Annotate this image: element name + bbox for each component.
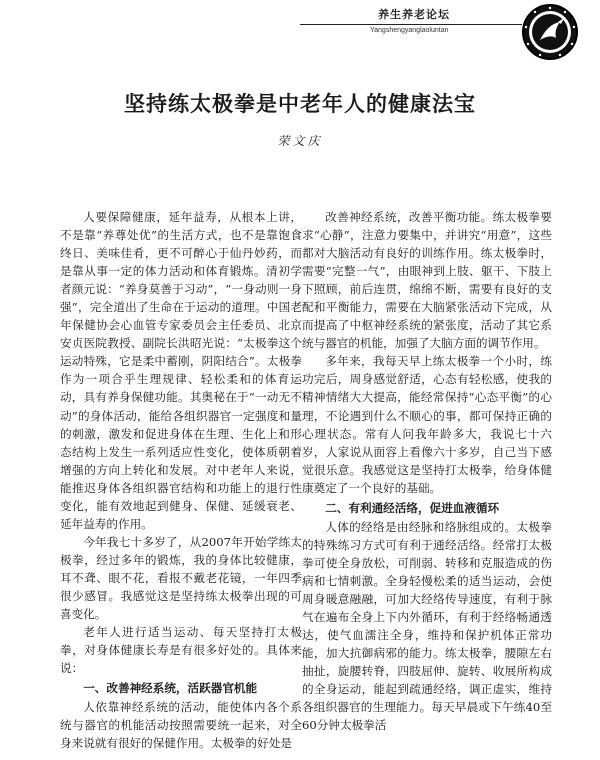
section-heading: 一、改善神经系统，活跃器官机能	[83, 681, 258, 696]
article-title: 坚持练太极拳是中老年人的健康法宝	[124, 91, 476, 116]
paragraph: 人依靠神经系统的活动，能使体内各个系统与器官的机能活动按照需要统一起来，对全身来说就有很好的保健作用。太极拳的好处是	[60, 700, 302, 751]
header-rule	[300, 24, 522, 25]
paragraph: 今年我七十多岁了，从2007年开始学练太极拳，经过多年的锻炼，我的身体比较健康，耳不聋、眼不花，看报不戴老花镜，一年四季很少感冒。我感觉这是坚持练太极拳出现的可喜变化。	[60, 534, 302, 622]
paragraph: 人体的经络是由经脉和络脉组成的。太极拳的特殊练习方式可有利于通经活络。经常打太极拳可使全身放松，可削弱、转移和克服造成的伤病和七情刺激。全身轻慢松柔的适当运动，会使周身暖意融融，可加大经络传导速度，有利于脉气在遍布全身上下内外循环，有利于经络畅通透达，使气血濡注全身，维持和保护机体正常功能，加大抗御病邪的能力。练太极拳，腰隙左右抽扯，旋腰转脊，四肢屈伸、旋转、收展所构成的全身运动，能起到疏通经络，调正虚实，维持各组织器官的生理能力。每天早晨或下午练40至60分钟太极拳活	[302, 519, 552, 733]
paragraph: 人要保障健康，延年益寿，从根本上讲，不是靠“养尊处优”的生活方式，也不是靠饱食终日、美味佳肴，更不可醉心于仙丹妙药，而是靠从事一定的体力活动和体育锻炼。清初学者颜元说：“养身莫善于习动”，“一身动则一身强”，完全道出了生命在于运动的道理。中国老年保健协会心血管专家委员会主任委员、北京安贞医院教授、副院长洪昭光说：“太极拳这个运动特殊，它是柔中蓄刚，阴阳结合”。太极拳作为一项合乎生理规律、轻松柔和的体育运动，具有养身保健功能。其奥秘在于“一动无不动”的身体活动，能给各组织器官一定强度和量的刺激，激发和促进身体在生理、生化上和形态结构上发生一系列适应性变化，使体质朝着增强的方向上转化和发展。对中老年人来说，能推迟身体各组织器官结构和功能上的退行性变化，能有效地起到健身、保健、延缓衰老、延年益寿的作用。	[60, 210, 302, 531]
paragraph: 多年来，我每天早上练太极拳一个小时，练功完后，周身感觉舒适，心态有轻松感，使我的精神情绪大大提高，能经常保持“心态平衡”的心理，不论遇到什么不顺心的事，都可保持正确的心理状态。常有人问我年龄多大，我说七十六岁，人家说从面容上看像六十多岁，自己当下感觉很乐意。我感觉这是坚持打太极拳，给身体健康奠定了一个良好的基础。	[302, 354, 552, 495]
journal-pinyin: Yangshengyanglaoluntan	[370, 27, 449, 34]
right-column	[302, 208, 552, 734]
left-column	[60, 208, 302, 752]
paragraph: 老年人进行适当运动、每天坚持打太极拳，对身体健康长寿是有很多好处的。具体来说：	[60, 625, 302, 676]
section-heading: 二、有利通经活络，促进血液循环	[325, 500, 500, 515]
journal-title: 养生养老论坛	[378, 8, 450, 21]
crane-logo-icon	[520, 2, 580, 62]
journal-header	[0, 0, 600, 60]
article-author: 荣文庆	[277, 134, 323, 148]
paragraph: 改善神经系统，改善平衡功能。练太极拳要求“心静”，注意力要集中，并讲究“用意”，这些都对大脑活动有良好的训练作用。练太极拳时，需要“完整一气”，由眼神到上肢、躯干、下肢上下照顾，前后连贯，绵绵不断，需要有良好的支配和平衡能力，需要在大脑紧张活动下完成，从而提高了中枢神经系统的紧张度，活动了其它系统与器官的机能，加强了大脑方面的调节作用。	[302, 210, 552, 351]
